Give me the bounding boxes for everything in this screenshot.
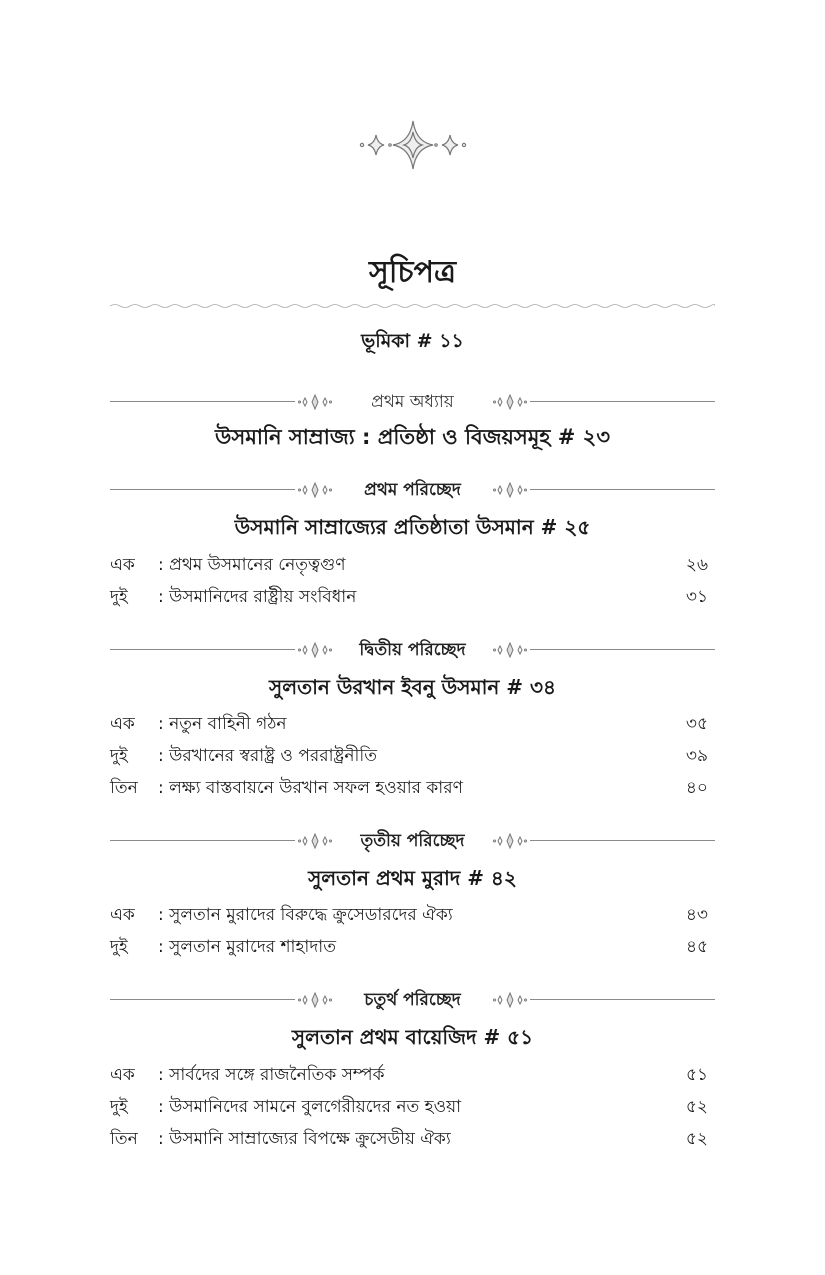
toc-entry[interactable]	[110, 901, 708, 929]
entry-number: দুই	[110, 587, 128, 607]
entry-title: : প্রথম উসমানের নেতৃত্বগুণ	[158, 555, 346, 575]
entry-number: তিন	[110, 778, 138, 798]
toc-entry[interactable]	[110, 742, 708, 770]
diamond-ornament-icon	[298, 482, 332, 498]
entry-number: এক	[110, 714, 135, 734]
section-heading: সুলতান প্রথম মুরাদ # ৪২	[308, 866, 517, 890]
entry-title: : উসমানিদের রাষ্ট্রীয় সংবিধান	[158, 587, 357, 607]
toc-entry[interactable]	[110, 1061, 708, 1089]
chapter-separator	[110, 390, 715, 414]
entry-title: : সার্বদের সঙ্গে রাজনৈতিক সম্পর্ক	[158, 1065, 385, 1085]
entry-title: : উসমানি সাম্রাজ্যের বিপক্ষে ক্রুসেডীয় ঐক্য	[158, 1129, 451, 1149]
entry-page: ৩৯	[685, 746, 708, 766]
separator-line	[530, 401, 715, 402]
section-heading: সুলতান উরখান ইবনু উসমান # ৩৪	[269, 675, 556, 699]
diamond-ornament-icon	[298, 642, 332, 658]
section-separator	[110, 638, 715, 662]
entry-number: দুই	[110, 746, 128, 766]
entry-page: ৫২	[685, 1097, 708, 1117]
entry-page: ৩৫	[685, 714, 708, 734]
separator-line	[530, 649, 715, 650]
separator-line	[530, 999, 715, 1000]
separator-line	[110, 649, 295, 650]
section-separator	[110, 478, 715, 502]
separator-line	[530, 489, 715, 490]
entry-title: : নতুন বাহিনী গঠন	[158, 714, 287, 734]
toc-entry[interactable]	[110, 551, 708, 579]
section-separator	[110, 829, 715, 853]
separator-line	[530, 840, 715, 841]
chapter-label: প্রথম অধ্যায়	[371, 392, 454, 412]
separator-line	[110, 401, 295, 402]
separator-line	[110, 999, 295, 1000]
toc-entry[interactable]	[110, 1125, 708, 1153]
diamond-ornament-icon	[298, 833, 332, 849]
section-label: চতুর্থ পরিচ্ছেদ	[364, 990, 461, 1010]
wavy-divider	[110, 302, 715, 310]
entry-page: ৪৩	[685, 905, 708, 925]
entry-page: ৪৫	[685, 937, 708, 957]
section-label: দ্বিতীয় পরিচ্ছেদ	[359, 640, 466, 660]
entry-number: এক	[110, 905, 135, 925]
toc-entry[interactable]	[110, 1093, 708, 1121]
top-ornament	[0, 118, 825, 176]
diamond-ornament-icon	[493, 642, 527, 658]
entry-number: দুই	[110, 1097, 128, 1117]
entry-page: ৪০	[685, 778, 708, 798]
diamond-ornament-icon	[493, 992, 527, 1008]
entry-title: : উসমানিদের সামনে বুলগেরীয়দের নত হওয়া	[158, 1097, 462, 1117]
page-title: সূচিপত্র	[369, 255, 456, 290]
toc-entry[interactable]	[110, 710, 708, 738]
introduction-entry: ভূমিকা # ১১	[361, 330, 464, 352]
section-separator	[110, 988, 715, 1012]
separator-line	[110, 840, 295, 841]
chapter-heading: উসমানি সাম্রাজ্য : প্রতিষ্ঠা ও বিজয়সমূহ # ২৩	[215, 425, 610, 449]
section-label: প্রথম পরিচ্ছেদ	[364, 480, 461, 500]
diamond-ornament-icon	[493, 482, 527, 498]
entry-number: দুই	[110, 937, 128, 957]
entry-title: : সুলতান মুরাদের শাহাদাত	[158, 937, 336, 957]
entry-number: এক	[110, 1065, 135, 1085]
toc-entry[interactable]	[110, 583, 708, 611]
entry-title: : উরখানের স্বরাষ্ট্র ও পররাষ্ট্রনীতি	[158, 746, 377, 766]
sparkle-ornament-icon	[358, 118, 468, 172]
entry-number: এক	[110, 555, 135, 575]
section-heading: উসমানি সাম্রাজ্যের প্রতিষ্ঠাতা উসমান # ২৫	[234, 515, 591, 539]
diamond-ornament-icon	[298, 394, 332, 410]
diamond-ornament-icon	[298, 992, 332, 1008]
toc-entry[interactable]	[110, 933, 708, 961]
separator-line	[110, 489, 295, 490]
entry-number: তিন	[110, 1129, 138, 1149]
entry-title: : লক্ষ্য বাস্তবায়নে উরখান সফল হওয়ার কারণ	[158, 778, 463, 798]
section-label: তৃতীয় পরিচ্ছেদ	[360, 831, 465, 851]
entry-title: : সুলতান মুরাদের বিরুদ্ধে ক্রুসেডারদের ঐক্য	[158, 905, 453, 925]
entry-page: ৫১	[685, 1065, 708, 1085]
diamond-ornament-icon	[493, 833, 527, 849]
entry-page: ৫২	[685, 1129, 708, 1149]
section-heading: সুলতান প্রথম বায়েজিদ # ৫১	[291, 1025, 534, 1049]
entry-page: ২৬	[685, 555, 708, 575]
toc-entry[interactable]	[110, 774, 708, 802]
entry-page: ৩১	[685, 587, 708, 607]
diamond-ornament-icon	[493, 394, 527, 410]
